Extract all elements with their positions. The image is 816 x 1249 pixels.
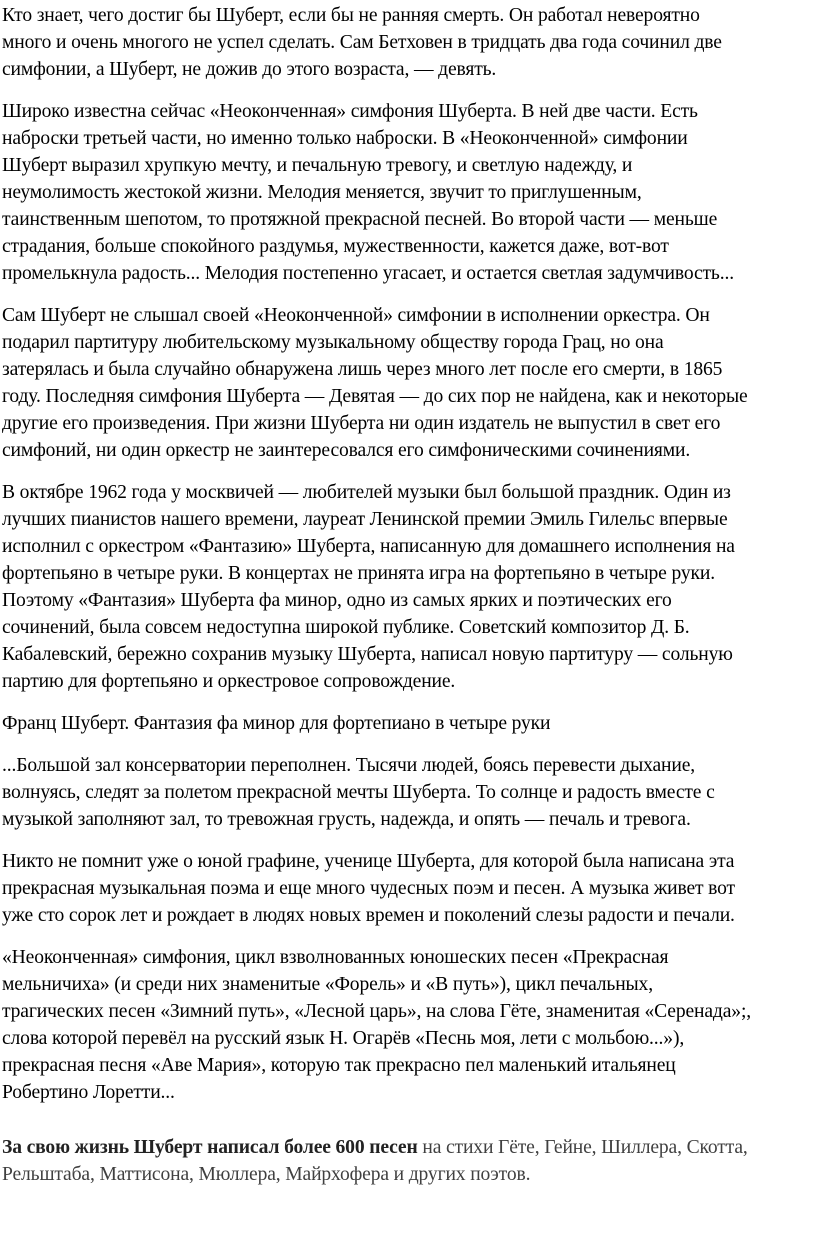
text-line: наброски третьей части, но именно только наброски. В «Неоконченной» симфонии — [2, 128, 688, 149]
text-line: Шуберт выразил хрупкую мечту, и печальную тревогу, и светлую надежду, и — [2, 155, 633, 176]
text-line: ...Большой зал консерватории переполнен. Тысячи людей, боясь перевести дыхание, — [2, 755, 696, 776]
text-line: прекрасная музыкальная поэма и еще много чудесных поэм и песен. А музыка живет вот — [2, 878, 735, 899]
text-line: лучших пианистов нашего времени, лауреат Ленинской премии Эмиль Гилельс впервые — [2, 509, 728, 530]
text-line: Франц Шуберт. Фантазия фа минор для фортепиано в четыре руки — [2, 713, 551, 734]
text-line: страдания, больше спокойного раздумья, мужественности, кажется даже, вот-вот — [2, 236, 669, 257]
paragraph-6 — [2, 752, 816, 833]
paragraph-2 — [2, 98, 816, 287]
text-line: Кабалевский, бережно сохранив музыку Шуберта, написал новую партитуру — сольную — [2, 644, 733, 665]
text-line: прекрасная песня «Аве Мария», которую так прекрасно пел маленький итальянец — [2, 1055, 676, 1076]
text-line: сочинений, была совсем недоступна широкой публике. Советский композитор Д. Б. — [2, 617, 690, 638]
paragraph-7 — [2, 848, 816, 929]
text-line: Поэтому «Фантазия» Шуберта фа минор, одно из самых ярких и поэтических его — [2, 590, 672, 611]
text-line — [2, 1134, 816, 1161]
document-page — [2, 0, 816, 1203]
text-line: неумолимость жестокой жизни. Мелодия меняется, звучит то приглушенным, — [2, 182, 642, 203]
text-line: подарил партитуру любительскому музыкальному обществу города Грац, но она — [2, 332, 664, 353]
text-line: партию для фортепьяно и оркестровое сопровождение. — [2, 671, 456, 692]
text-line: исполнил с оркестром «Фантазию» Шуберта, написанную для домашнего исполнения на — [2, 536, 735, 557]
text-line: Рельштаба, Маттисона, Мюллера, Майрхофера и других поэтов. — [2, 1164, 531, 1185]
text-line: волнуясь, следят за полетом прекрасной мечты Шуберта. То солнце и радость вместе с — [2, 782, 715, 803]
text-line: Кто знает, чего достиг бы Шуберт, если бы не ранняя смерть. Он работал невероятно — [2, 5, 700, 26]
text-line: трагических песен «Зимний путь», «Лесной царь», на слова Гёте, знаменитая «Серенада»;, — [2, 1001, 751, 1022]
paragraph-1 — [2, 2, 816, 83]
paragraph-final — [2, 1134, 816, 1188]
text-line: таинственным шепотом, то протяжной прекрасной песней. Во второй части — меньше — [2, 209, 718, 230]
text-line: много и очень многого не успел сделать. Сам Бетховен в тридцать два года сочинил две — [2, 32, 722, 53]
text-line: Робертино Лоретти... — [2, 1082, 175, 1103]
text-line: «Неоконченная» симфония, цикл взволнованных юношеских песен «Прекрасная — [2, 947, 669, 968]
paragraph-8 — [2, 944, 816, 1106]
text-line: В октябре 1962 года у москвичей — любителей музыки был большой праздник. Один из — [2, 482, 731, 503]
text-line: Широко известна сейчас «Неоконченная» симфония Шуберта. В ней две части. Есть — [2, 101, 698, 122]
text-line: симфоний, ни один оркестр не заинтересовался его симфоническими сочинениями. — [2, 440, 691, 461]
text-line: затерялась и была случайно обнаружена лишь через много лет после его смерти, в 1865 — [2, 359, 723, 380]
paragraph-5 — [2, 710, 816, 737]
text-line: мельничиха» (и среди них знаменитые «Форель» и «В путь»), цикл печальных, — [2, 974, 653, 995]
text-continuation: на стихи Гёте, Гейне, Шиллера, Скотта, — [417, 1137, 748, 1158]
text-line: слова которой перевёл на русский язык Н. Огарёв «Песнь моя, лети с мольбою...»), — [2, 1028, 685, 1049]
text-line: уже сто сорок лет и рождает в людях новых времен и поколений слезы радости и печали. — [2, 905, 735, 926]
text-line: симфонии, а Шуберт, не дожив до этого возраста, — девять. — [2, 59, 497, 80]
text-line: промелькнула радость... Мелодия постепенно угасает, и остается светлая задумчивость... — [2, 263, 734, 284]
text-line: Сам Шуберт не слышал своей «Неоконченной» симфонии в исполнении оркестра. Он — [2, 305, 710, 326]
paragraph-4 — [2, 479, 816, 695]
text-line: фортепьяно в четыре руки. В концертах не принята игра на фортепьяно в четыре руки. — [2, 563, 715, 584]
text-line: году. Последняя симфония Шуберта — Девятая — до сих пор не найдена, как и некоторые — [2, 386, 748, 407]
text-line: музыкой заполняют зал, то тревожная грусть, надежда, и опять — печаль и тревога. — [2, 809, 691, 830]
paragraph-3 — [2, 302, 816, 464]
bold-lead-text: За свою жизнь Шуберт написал более 600 песен — [2, 1137, 418, 1158]
text-line: другие его произведения. При жизни Шуберта ни один издатель не выпустил в свет его — [2, 413, 721, 434]
text-line: Никто не помнит уже о юной графине, ученице Шуберта, для которой была написана эта — [2, 851, 735, 872]
